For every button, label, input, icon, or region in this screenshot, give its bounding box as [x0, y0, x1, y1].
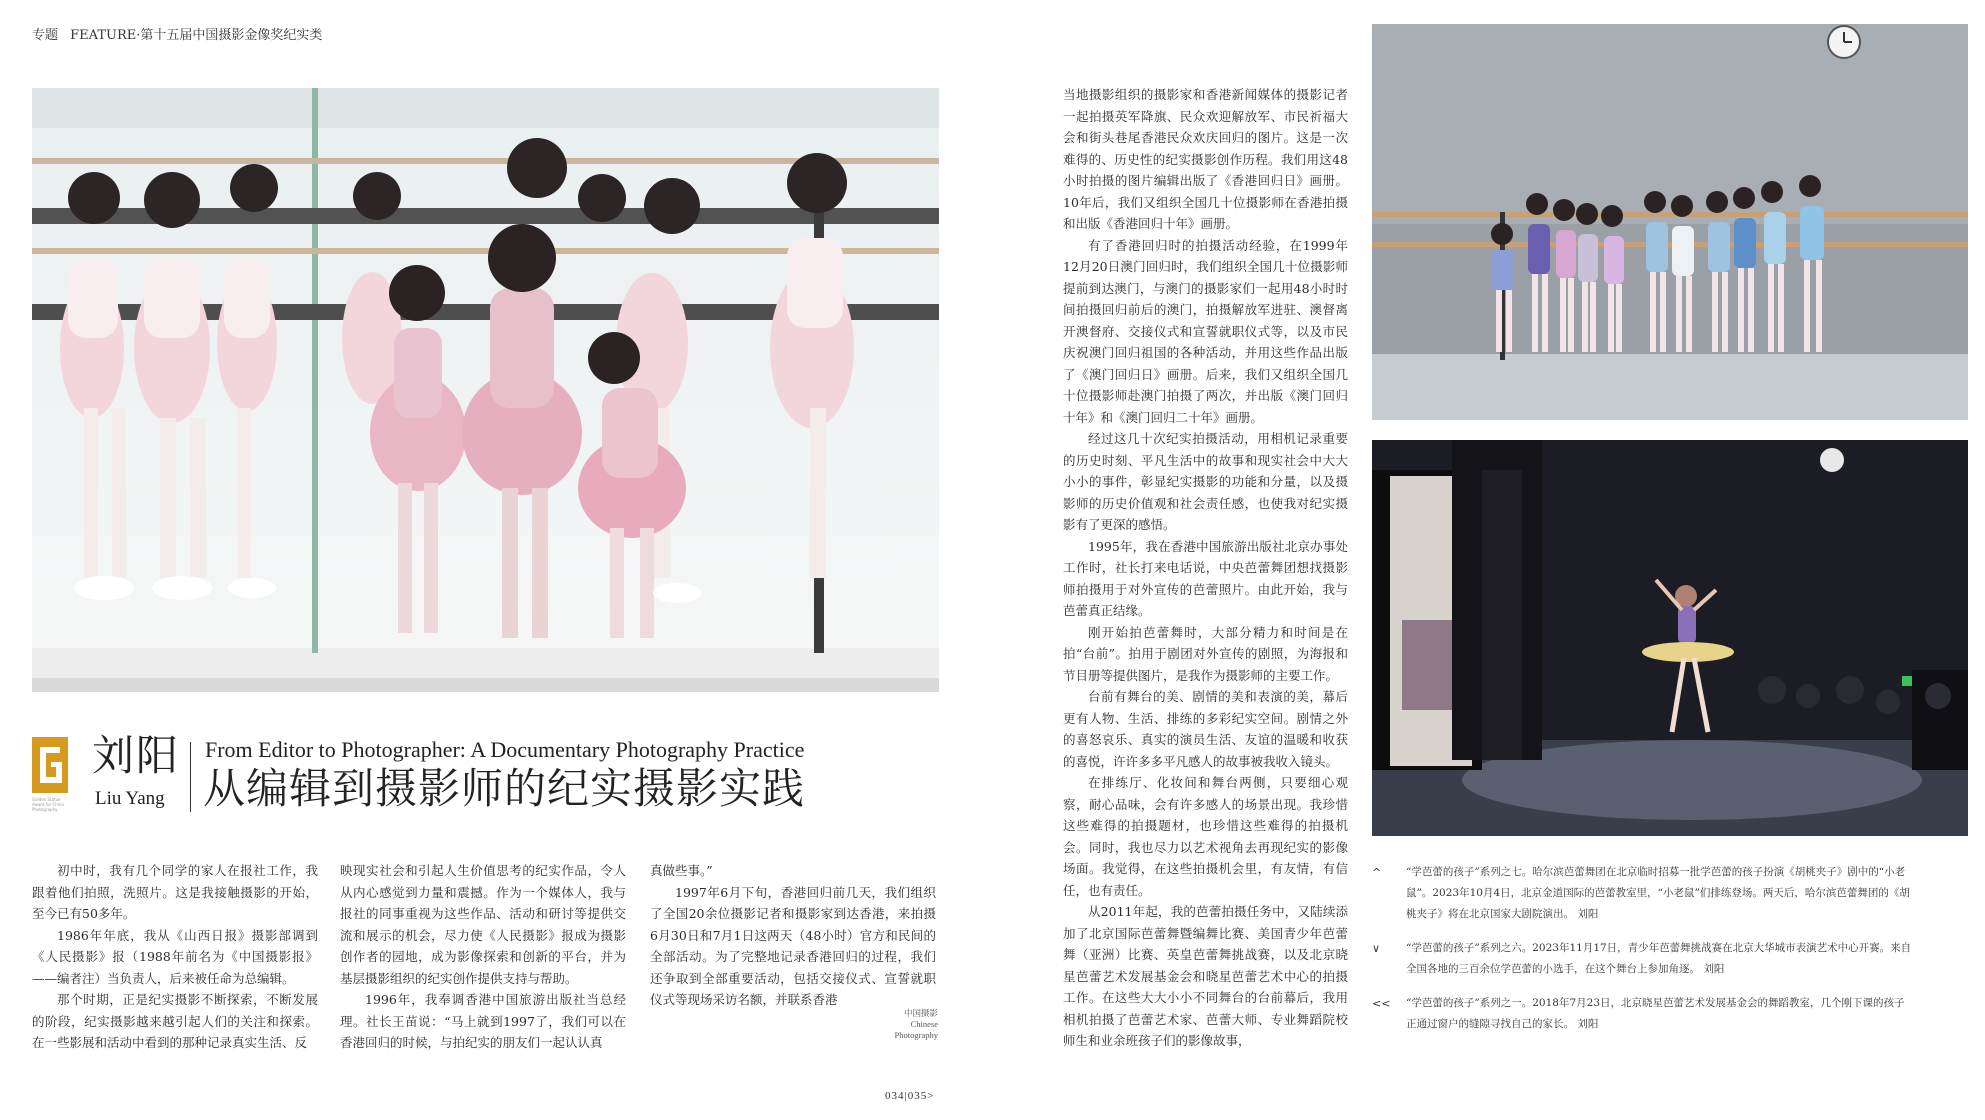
photo-top-illustration — [1372, 24, 1968, 420]
paragraph: 在排练厅、化妆间和舞台两侧，只要细心观察，耐心品味，会有许多感人的场景出现。我珍惜这些难得的拍摄题材，也珍惜这些难得的拍摄机会。同时，我也尽力以艺术视角去再现纪实的影像场面。我觉得，在这些拍摄机会里，有友情，有信任，也有责任。 — [1063, 775, 1348, 898]
paragraph: 1986年年底，我从《山西日报》摄影部调到《人民摄影》报（1988年前名为《中国摄影报》——编者注）当负责人，后来被任命为总编辑。 — [32, 927, 318, 986]
paragraph: 1997年6月下旬，香港回归前几天，我们组织了全国20余位摄影记者和摄影家到达香港，来拍摄6月30日和7月1日这两天（48小时）官方和民间的全部活动。为了完整地记录香港回归的过程，我们还争取到全部重要活动，包括交接仪式、宣誓就职仪式等现场采访名额，并联系香港 — [650, 884, 936, 1007]
caption-text: “学芭蕾的孩子”系列之六。2023年11月17日，青少年芭蕾舞挑战赛在北京大华城市表演艺术中心开赛。来自全国各地的三百余位学芭蕾的小选手，在这个舞台上参加角逐。 刘阳 — [1406, 942, 1912, 975]
caption-item — [1372, 862, 1912, 925]
body-column-3 — [650, 860, 936, 1011]
caption-item — [1372, 938, 1912, 980]
paragraph: 当地摄影组织的摄影家和香港新闻媒体的摄影记者一起拍摄英军降旗、民众欢迎解放军、市民祈福大会和街头巷尾香港民众欢庆回归的图片。这是一次难得的、历史性的纪实摄影创作历程。我们用这48小时拍摄的图片编辑出版了《香港回归日》画册。10年后，我们又组织全国几十位摄影师在香港拍摄和出版《香港回归十年》画册。 — [1063, 87, 1348, 231]
caption-arrow-down-icon: ∨ — [1372, 942, 1381, 955]
photo-captions — [1372, 862, 1912, 1048]
magazine-logo — [870, 1008, 938, 1041]
paragraph: 那个时期，正是纪实摄影不断探索，不断发展的阶段，纪实摄影越来越引起人们的关注和探索。在一些影展和活动中看到的那种记录真实生活、反 — [32, 992, 318, 1050]
caption-text: “学芭蕾的孩子”系列之一。2018年7月23日，北京晓星芭蕾艺术发展基金会的舞蹈教室，几个刚下课的孩子正通过窗户的缝隙寻找自己的家长。 刘阳 — [1406, 997, 1905, 1030]
paragraph: 刚开始拍芭蕾舞时，大部分精力和时间是在拍“台前”。拍用于剧团对外宣传的剧照，为海报和节目册等提供图片，是我作为摄影师的主要工作。 — [1063, 624, 1348, 683]
paragraph: 经过这几十次纪实拍摄活动，用相机记录重要的历史时刻、平凡生活中的故事和现实社会中大大小小的事件，彰显纪实摄影的功能和分量，以及摄影师的历史价值观和社会责任感，也使我对纪实摄影有了更深的感悟。 — [1063, 431, 1348, 532]
author-name-en: Liu Yang — [95, 788, 165, 809]
article-title-en: From Editor to Photographer: A Documentary Photography Practice — [205, 737, 805, 762]
photo-ballet-stage — [1372, 440, 1968, 836]
photo-ballet-class — [1372, 24, 1968, 420]
magazine-logo-cn: 中国摄影 — [903, 1008, 938, 1018]
caption-text: “学芭蕾的孩子”系列之七。哈尔滨芭蕾舞团在北京临时招募一批学芭蕾的孩子扮演《胡桃夹子》剧中的“小老鼠”。2023年10月4日，北京金道国际的芭蕾教室里，“小老鼠”们排练登场。两天后，哈尔滨芭蕾舞团的《胡桃夹子》将在北京国家大剧院演出。 刘阳 — [1406, 866, 1910, 920]
logo-caption: Golden Statue Award for China Photography — [32, 797, 64, 812]
golden-statue-logo-icon — [32, 737, 68, 793]
header-topic: 第十五届中国摄影金像奖纪实类 — [140, 28, 323, 43]
paragraph: 有了香港回归时的拍摄活动经验，在1999年12月20日澳门回归时，我们组织全国几十位摄影师提前到达澳门，与澳门的摄影家们一起用48小时时间拍摄回归前后的澳门，拍摄解放军进驻、澳督离开澳督府、交接仪式和宣誓就职仪式等，以及市民庆祝澳门回归祖国的各种活动，并用这些作品出版了《澳门回归日》画册。后来，我们又组织全国几十位摄影师赴澳门拍摄了两次，并出版《澳门回归十年》和《澳门回归二十年》画册。 — [1063, 237, 1348, 425]
title-divider — [190, 742, 191, 812]
caption-arrow-left-icon: << — [1372, 997, 1391, 1010]
paragraph: 真做些事。” — [650, 863, 713, 878]
photo-main-ballet-children-window — [32, 88, 939, 692]
running-header: 专题 FEATURE·第十五届中国摄影金像奖纪实类 — [32, 28, 323, 43]
body-column-4 — [1063, 84, 1348, 1052]
magazine-logo-en-2: Photography — [894, 1030, 938, 1040]
paragraph: 1995年，我在香港中国旅游出版社北京办事处工作时，社长打来电话说，中央芭蕾舞团想找摄影师拍摄用于对外宣传的芭蕾照片。由此开始，我与芭蕾真正结缘。 — [1063, 538, 1348, 618]
photo-main-illustration — [32, 88, 939, 692]
paragraph: 台前有舞台的美、剧情的美和表演的美，幕后更有人物、生活、排练的多彩纪实空间。剧情之外的喜怒哀乐、真实的演员生活、友谊的温暖和收获的喜悦，许许多多平凡感人的故事被我收入镜头。 — [1063, 689, 1348, 769]
caption-item — [1372, 993, 1912, 1035]
paragraph: 1996年，我奉调香港中国旅游出版社当总经理。社长王苗说：“马上就到1997了，我们可以在香港回归的时候，与拍纪实的朋友们一起认认真 — [340, 992, 626, 1050]
magazine-logo-en-1: Chinese — [910, 1019, 938, 1029]
article-title-cn: 从编辑到摄影师的纪实摄影实践 — [203, 764, 806, 813]
body-column-1 — [32, 860, 318, 1054]
page-numbers: 034|035> — [885, 1090, 935, 1102]
header-section: 专题 — [32, 28, 59, 43]
caption-arrow-up-icon: ^ — [1372, 866, 1382, 879]
paragraph: 从2011年起，我的芭蕾拍摄任务中，又陆续添加了北京国际芭蕾舞暨编舞比赛、美国青少年芭蕾舞（亚洲）比赛、英皇芭蕾舞挑战赛，以及北京晓星芭蕾艺术发展基金会和晓星芭蕾艺术中心的拍摄工作。在这些大大小小不同舞台的台前幕后，我用相机拍摄了芭蕾艺术家、芭蕾大师、专业舞蹈院校师生和业余班孩子们的影像故事， — [1063, 904, 1348, 1048]
author-name-cn: 刘阳 — [92, 731, 181, 780]
paragraph: 映现实社会和引起人生价值思考的纪实作品，令人从内心感觉到力量和震撼。作为一个媒体人，我与报社的同事重视为这些作品、活动和研讨等提供交流和展示的机会，尽力使《人民摄影》报成为摄影创作者的园地，成为影像探索和创新的平台，并为基层摄影组织的纪实创作提供支持与帮助。 — [340, 863, 626, 986]
photo-bottom-illustration — [1372, 440, 1968, 836]
paragraph: 初中时，我有几个同学的家人在报社工作，我跟着他们拍照，洗照片。这是我接触摄影的开始，至今已有50多年。 — [32, 863, 318, 921]
body-column-2 — [340, 860, 626, 1054]
header-feature: FEATURE — [70, 28, 137, 43]
